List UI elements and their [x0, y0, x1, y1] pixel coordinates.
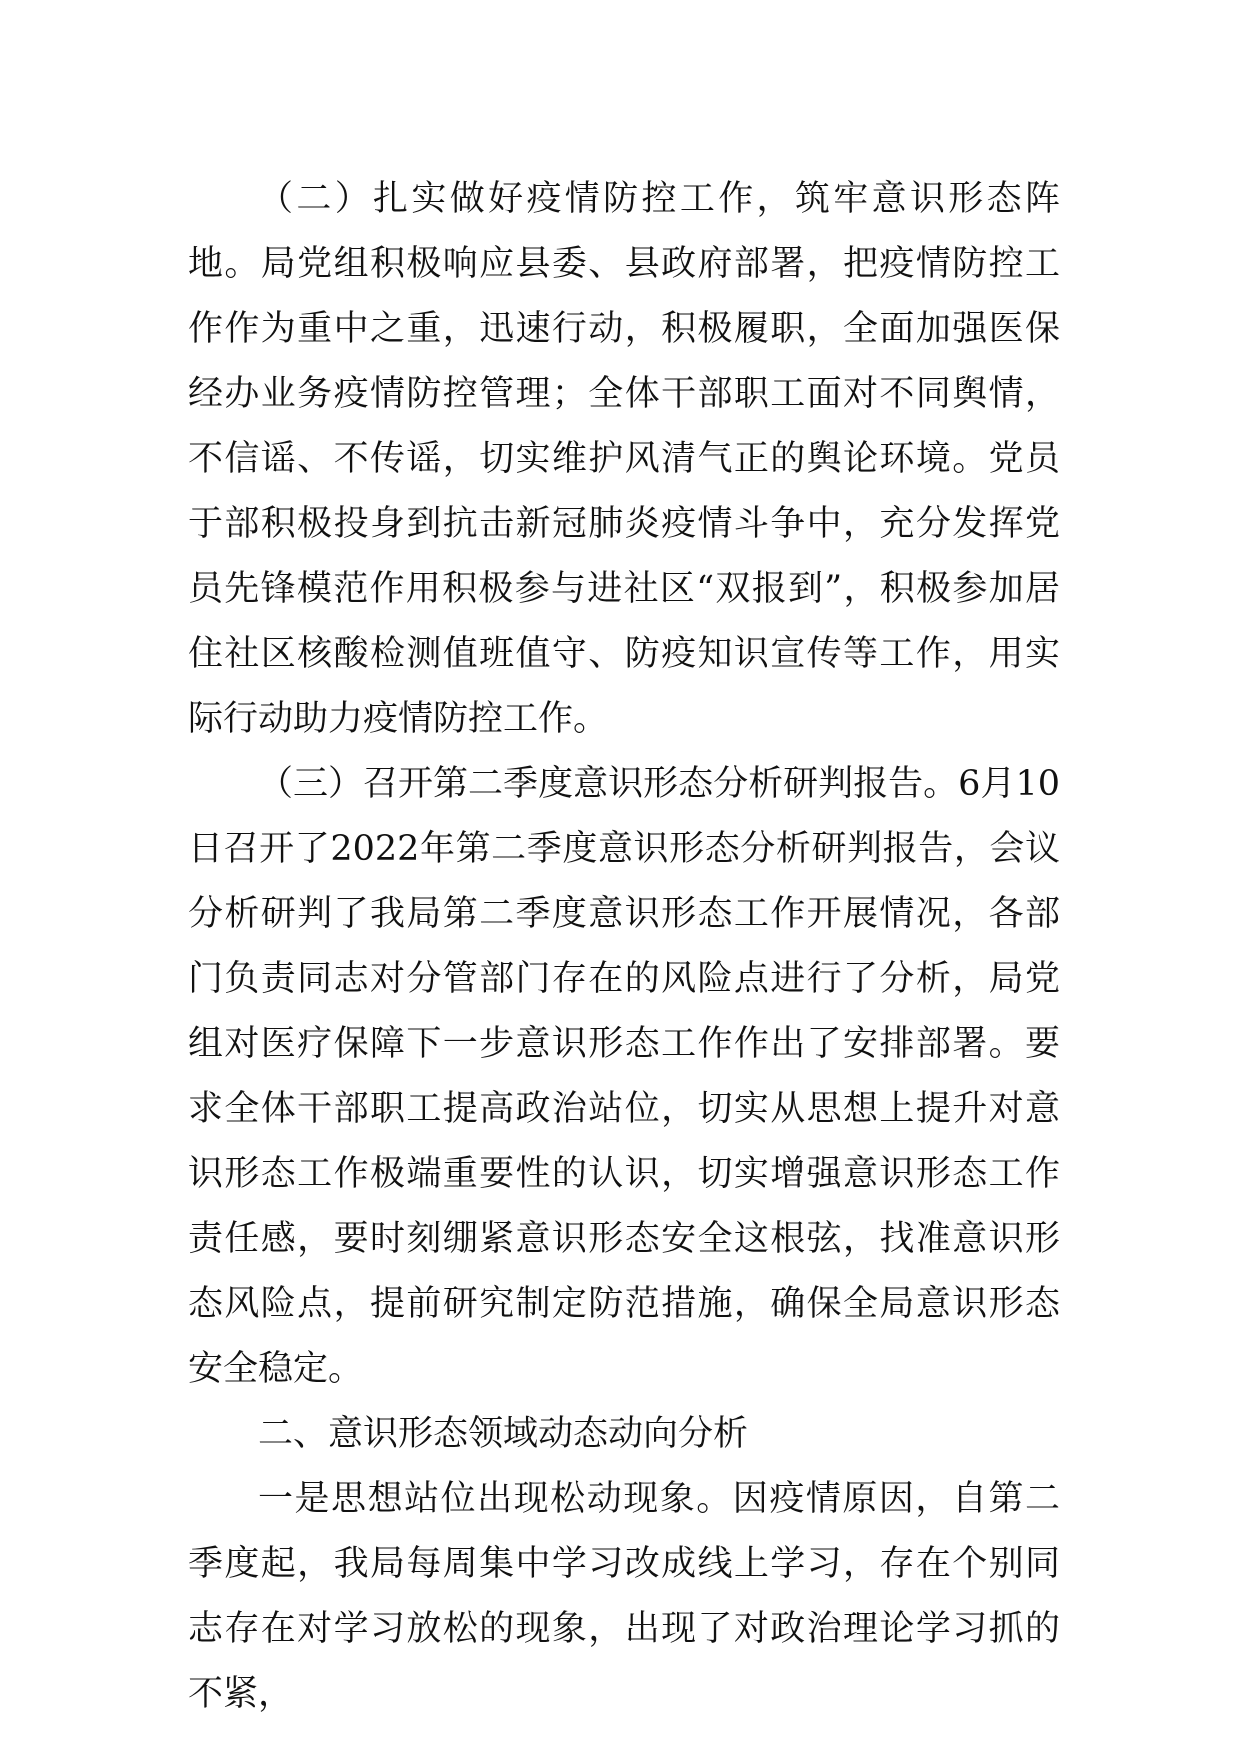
document-body [188, 167, 1060, 1727]
paragraph-epidemic-prevention: （二）扎实做好疫情防控工作，筑牢意识形态阵地。局党组积极响应县委、县政府部署，把疫情防控工作作为重中之重，迅速行动，积极履职，全面加强医保经办业务疫情防控管理；全体干部职工面对不同舆情，不信谣、不传谣，切实维护风清气正的舆论环境。党员于部积极投身到抗击新冠肺炎疫情斗争中，充分发挥党员先锋模范作用积极参与进社区“双报到”，积极参加居住社区核酸检测值班值守、防疫知识宣传等工作，用实际行动助力疫情防控工作。 [188, 179, 1060, 739]
paragraph-ideological-looseness: 一是思想站位出现松动现象。因疫情原因，自第二季度起，我局每周集中学习改成线上学习，存在个别同志存在对学习放松的现象，出现了对政治理论学习抓的不紧， [188, 1479, 1060, 1714]
paragraph-q2-analysis-report: （三）召开第二季度意识形态分析研判报告。6月10日召开了2022年第二季度意识形态分析研判报告，会议分析研判了我局第二季度意识形态工作开展情况，各部门负责同志对分管部门存在的风险点进行了分析，局党组对医疗保障下一步意识形态工作作出了安排部署。要求全体干部职工提高政治站位，切实从思想上提升对意识形态工作极端重要性的认识，切实增强意识形态工作责任感，要时刻绷紧意识形态安全这根弦，找准意识形态风险点，提前研究制定防范措施，确保全局意识形态安全稳定。 [188, 764, 1060, 1389]
section-heading-trend-analysis: 二、意识形态领域动态动向分析 [258, 1414, 749, 1454]
